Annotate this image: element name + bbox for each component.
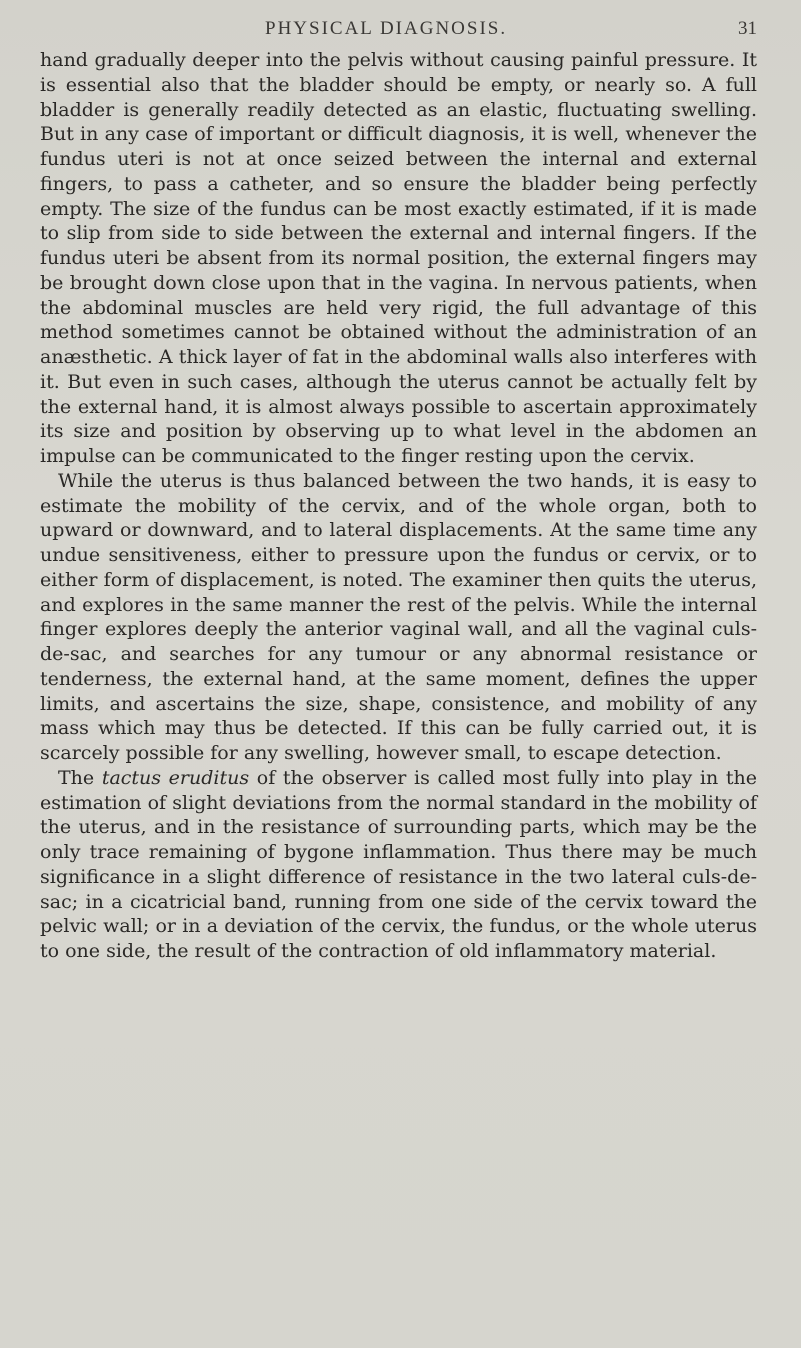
running-title: PHYSICAL DIAGNOSIS. bbox=[265, 18, 508, 39]
page-number: 31 bbox=[738, 18, 757, 39]
emphasis-latin-phrase: tactus eruditus bbox=[101, 766, 250, 789]
paragraph-tactus-eruditus bbox=[40, 766, 757, 964]
running-head bbox=[40, 8, 757, 46]
paragraph-uterus-balanced: While the uterus is thus balanced between the two hands, it is easy to estimate the mobility of the cervix, and of the whole organ, both to upward or downward, and to lateral displacements. At the same time any undue sensitiveness, either to pressure upon the fundus or cervix, or to either form of displacement, is noted. The examiner then quits the uterus, and explores in the same manner the rest of the pelvis. While the internal finger explores deeply the anterior vaginal wall, and all the vaginal culs-de-sac, and searches for any tumour or any abnormal resistance or tenderness, the external hand, at the same moment, defines the upper limits, and ascertains the size, shape, consistence, and mobility of any mass which may thus be detected. If this can be fully carried out, it is scarcely possible for any swelling, however small, to escape detection. bbox=[40, 469, 757, 764]
paragraph-continuation: hand gradually deeper into the pelvis without causing painful pressure. It is essential also that the bladder should be empty, or nearly so. A full bladder is generally readily detected as an elastic, fluctuating swelling. But in any case of important or difficult diagnosis, it is well, whenever the fundus uteri is not at once seized between the internal and external fingers, to pass a catheter, and so ensure the bladder being perfectly empty. The size of the fundus can be most exactly estimated, if it is made to slip from side to side between the external and internal fingers. If the fundus uteri be absent from its normal position, the external fingers may be brought down close upon that in the vagina. In nervous patients, when the abdominal muscles are held very rigid, the full advantage of this method sometimes cannot be obtained without the administration of an anæsthetic. A thick layer of fat in the abdominal walls also interferes with it. But even in such cases, although the uterus cannot be actually felt by the external hand, it is almost always possible to ascertain approximately its size and position by observing up to what level in the abdomen an impulse can be communicated to the finger resting upon the cervix. bbox=[40, 49, 757, 467]
body-text bbox=[40, 48, 757, 964]
paragraph-rest-text: of the observer is called most fully into play in the estimation of slight deviations from the normal standard in the mobility of the uterus, and in the resistance of surrounding parts, which may be the only trace remaining of bygone inflammation. Thus there may be much significance in a slight difference of resistance in the two lateral culs-de-sac; in a cicatricial band, running from one side of the cervix toward the pelvic wall; or in a deviation of the cervix, the fundus, or the whole uterus to one side, the result of the contraction of old inflammatory material. bbox=[40, 766, 757, 962]
paragraph-lead-text: The bbox=[58, 766, 102, 789]
